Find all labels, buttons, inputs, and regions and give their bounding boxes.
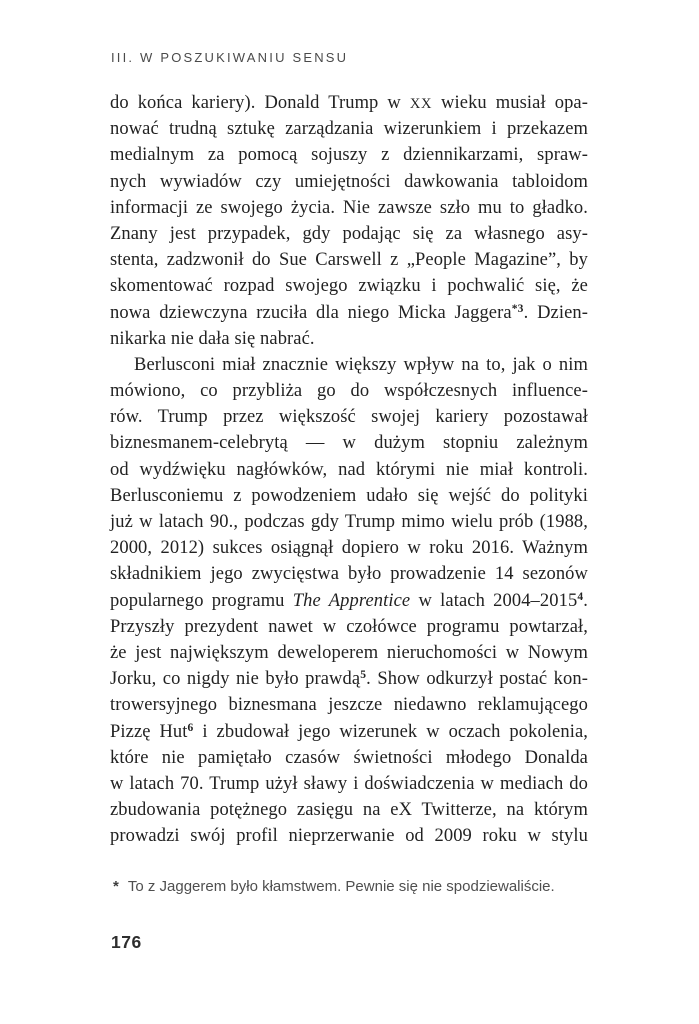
text-line: rów. Trump przez większość swojej kariery pozostawał (110, 407, 588, 428)
text-line: popularnego programu The Apprentice w latach 2004–2015$^4$. (110, 590, 588, 611)
styled-text: XX (409, 96, 433, 112)
footnote-ref: 5 (360, 669, 367, 682)
text-line: 2000, 2012) sukces osiągnął dopiero w roku 2016. Ważnym (110, 538, 588, 559)
text-line: Berlusconi miał znacznie większy wpływ na to, jak o nim (134, 354, 588, 375)
styled-text: The Apprentice (292, 590, 411, 611)
text-line: Pizzę Hut$^6$ i zbudował jego wizerunek w oczach pokolenia, (110, 721, 588, 742)
text-line: już w latach 90., podczas gdy Trump mimo wielu prób (1988, (110, 512, 588, 532)
text-line: medialnym za pomocą sojuszy z dziennikarzami, spraw- (110, 145, 588, 166)
body-text (110, 90, 588, 849)
page-number: 176 (111, 932, 142, 952)
footnote-text: To z Jaggerem było kłamstwem. Pewnie się nie spodziewaliście. (127, 878, 555, 895)
paragraph (110, 90, 588, 352)
text-line: nych wywiadów czy umiejętności dawkowania tabloidom (110, 171, 588, 192)
paragraph (110, 352, 588, 850)
text-line: od wydźwięku nagłówków, nad którymi nie miał kontroli. (110, 459, 588, 480)
text-line: nowa dziewczyna rzuciła dla niego Micka Jaggera$^{*3}$. Dzien- (110, 302, 589, 323)
footnote-ref: 4 (577, 590, 584, 603)
footnote-ref: *3 (511, 302, 524, 315)
text-line: trowersyjnego biznesmana jeszcze niedawno reklamującego (110, 695, 588, 716)
text-line: które nie pamiętało czasów świetności młodego Donalda (110, 747, 588, 768)
text-line: nikarka nie dała się nabrać. (110, 328, 315, 349)
text-line: do końca kariery). Donald Trump w XX wieku musiał opa- (110, 93, 588, 113)
text-line: mówiono, co przybliża go do współczesnych influence- (110, 381, 588, 402)
text-line: zbudowania potężnego zasięgu na eX Twitterze, na którym (110, 800, 588, 821)
text-line: Jorku, co nigdy nie było prawdą$^5$. Show odkurzył postać kon- (110, 669, 588, 690)
footnote-marker: * (113, 878, 119, 895)
footnote-ref: 6 (187, 721, 194, 734)
text-line: informacji ze swojego życia. Nie zawsze szło mu to gładko. (110, 197, 588, 218)
text-line: składnikiem jego zwycięstwa było prowadzenie 14 sezonów (110, 564, 588, 585)
text-line: Przyszły prezydent nawet w czołówce programu powtarzał, (110, 616, 588, 637)
running-header: III. W POSZUKIWANIU SENSU (111, 50, 349, 65)
text-line: Berlusconiemu z powodzeniem udało się wejść do polityki (110, 485, 588, 506)
text-line: stenta, zadzwonił do Sue Carswell z „People Magazine”, by (110, 250, 588, 271)
text-line: w latach 70. Trump użył sławy i doświadczenia w mediach do (110, 773, 588, 794)
text-line: prowadzi swój profil nieprzerwanie od 2009 roku w stylu (110, 826, 588, 847)
footnote (113, 877, 583, 897)
text-line: Znany jest przypadek, gdy podając się za własnego asy- (110, 223, 588, 244)
text-line: biznesmanem-celebrytą — w dużym stopniu zależnym (110, 433, 588, 454)
text-line: nować trudną sztukę zarządzania wizerunkiem i przekazem (110, 119, 588, 140)
text-line: skomentować rozpad swojego związku i pochwalić się, że (110, 276, 588, 297)
text-line: że jest największym deweloperem nieruchomości w Nowym (110, 642, 588, 663)
